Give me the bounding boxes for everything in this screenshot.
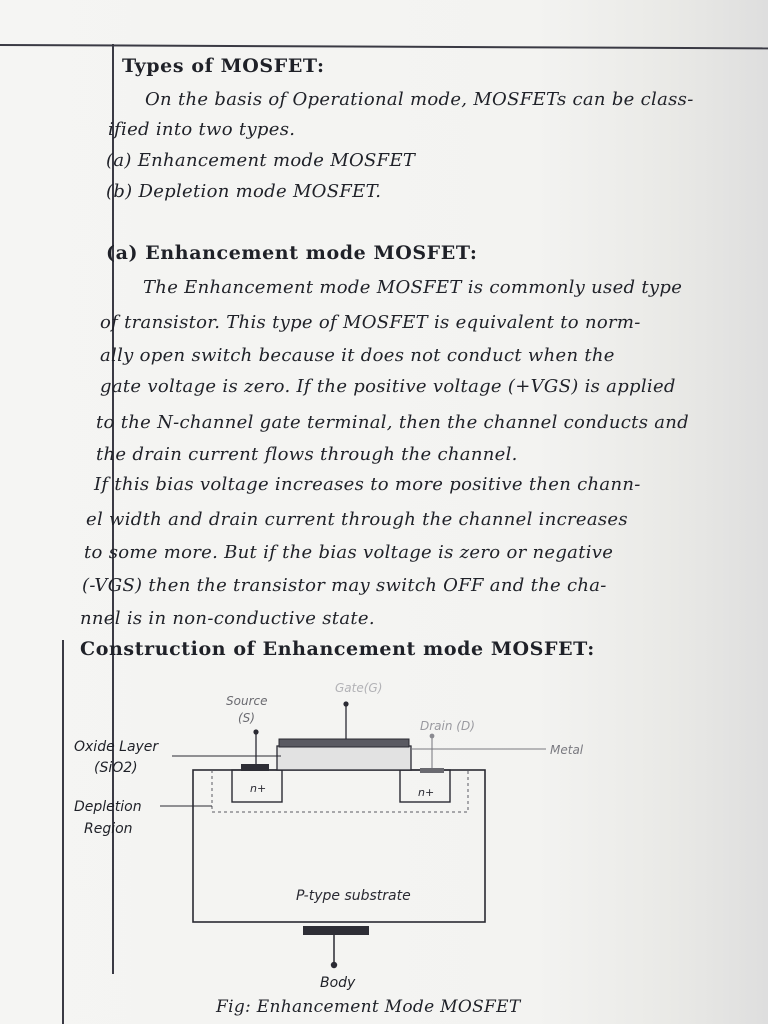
paragraph-line: If this bias voltage increases to more positive then chann- [94,474,641,495]
paragraph-line: to some more. But if the bias voltage is zero or negative [84,542,614,563]
list-item-enhancement: (a) Enhancement mode MOSFET [106,150,416,171]
depletion-label: Depletion [74,799,142,815]
heading-enhancement-mode: (a) Enhancement mode MOSFET: [106,242,478,264]
figure-caption: Fig: Enhancement Mode MOSFET [216,997,521,1017]
paragraph-line: ified into two types. [108,119,296,140]
body-label: Body [320,975,356,991]
gate-label: Gate(G) [335,681,383,695]
paragraph-line: of transistor. This type of MOSFET is equivalent to norm- [100,312,641,333]
source-sublabel: (S) [238,711,255,725]
paragraph-line: nnel is in non-conductive state. [80,608,375,629]
metal-gate-plate [279,739,409,747]
list-item-depletion: (b) Depletion mode MOSFET. [106,181,382,202]
n-plus-label-right: n+ [418,786,435,799]
paragraph-line: gate voltage is zero. If the positive voltage (+VGS) is applied [100,376,676,397]
source-terminal [253,729,258,734]
oxide-layer-label: Oxide Layer [74,739,159,755]
heading-construction: Construction of Enhancement mode MOSFET: [80,638,595,660]
substrate-label: P-type substrate [296,888,411,904]
n-plus-label-left: n+ [250,782,267,795]
drain-contact [420,768,444,773]
paragraph-line: el width and drain current through the channel increases [86,509,628,530]
paragraph-line: to the N-channel gate terminal, then the channel conducts and [96,412,690,433]
drain-terminal [430,734,435,739]
body-contact [303,926,369,935]
paragraph-line: ally open switch because it does not conduct when the [100,345,615,366]
paragraph-line: the drain current flows through the channel. [96,444,518,465]
metal-label: Metal [550,743,584,757]
gate-terminal [343,701,348,706]
oxide-layer-sublabel: (SiO2) [94,760,138,776]
paragraph-line: (-VGS) then the transistor may switch OFF and the cha- [82,575,607,596]
paragraph-line: On the basis of Operational mode, MOSFETs can be class- [145,89,694,110]
depletion-sublabel: Region [84,821,133,837]
oxide-layer [277,746,411,770]
source-label: Source [226,694,268,708]
heading-types-of-mosfet: Types of MOSFET: [122,55,325,77]
body-terminal [331,962,337,968]
source-contact [241,764,269,771]
drain-label: Drain (D) [420,719,475,733]
paragraph-line: The Enhancement mode MOSFET is commonly used type [143,277,683,298]
